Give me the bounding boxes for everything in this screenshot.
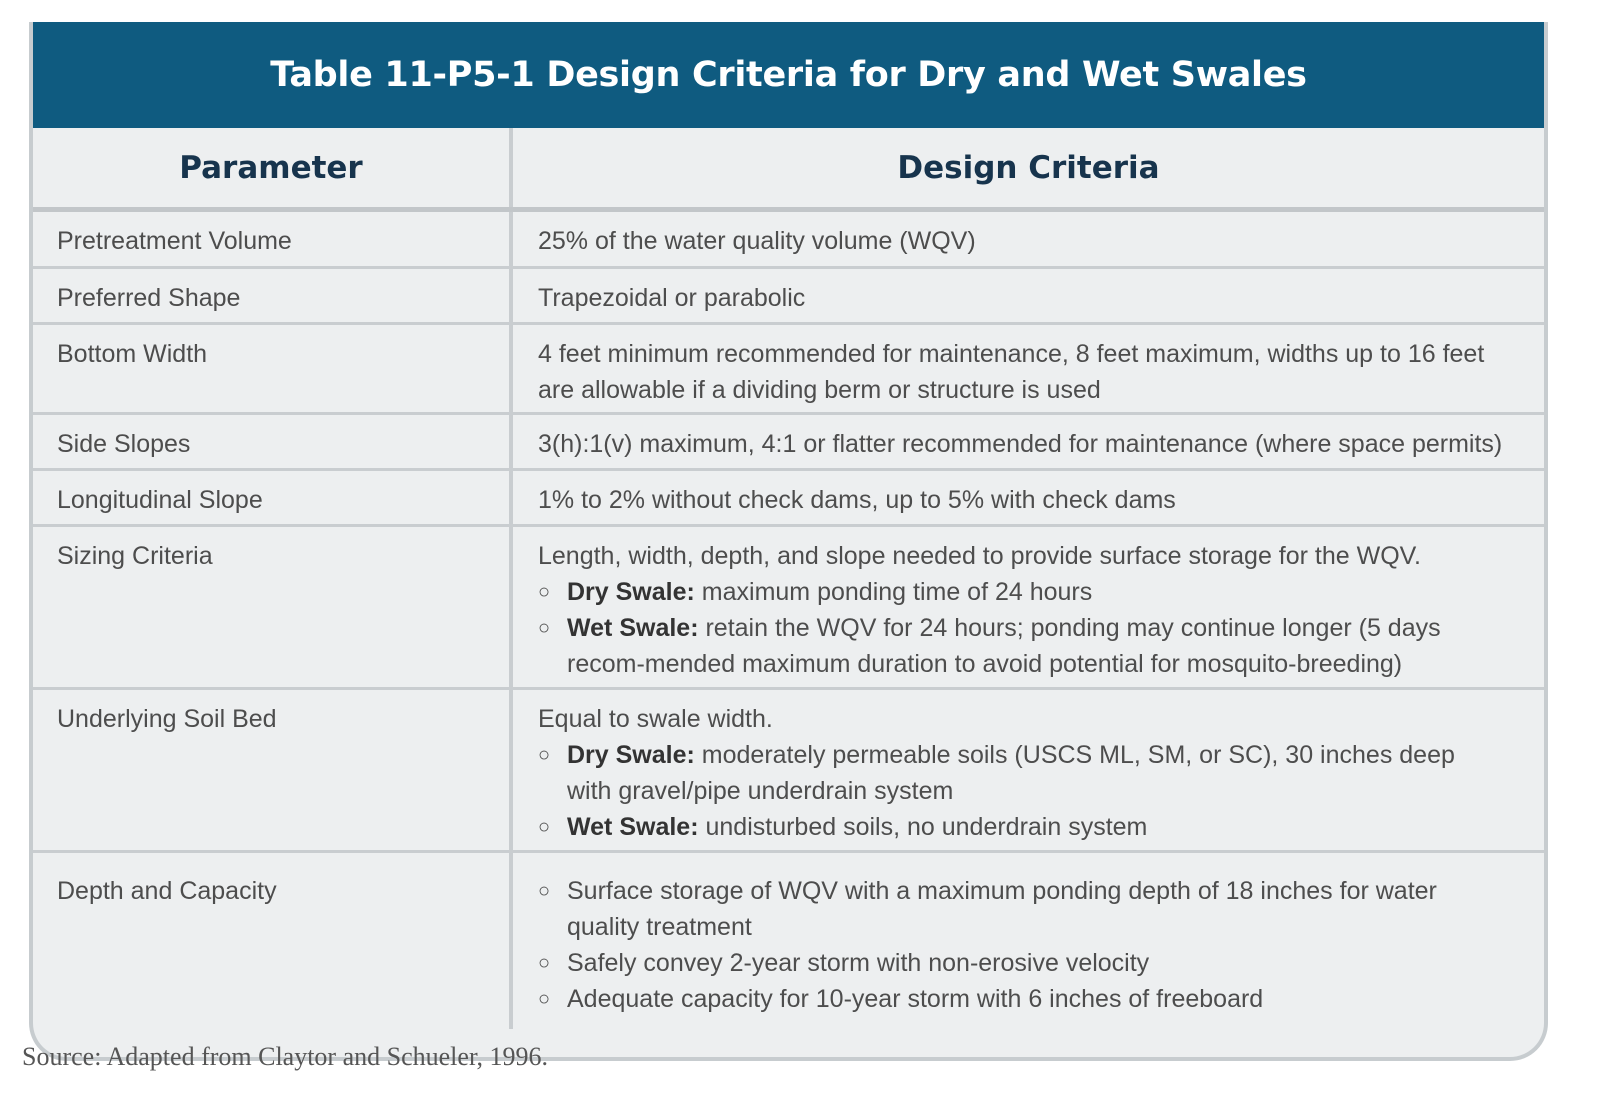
table-row	[33, 269, 1544, 325]
criteria-bullet: ○ Adequate capacity for 10-year storm with 6 inches of freeboard	[538, 981, 1504, 1017]
bullet-circle-icon: ○	[538, 617, 551, 639]
bullet-circle-icon: ○	[538, 952, 551, 974]
criteria-bullet: ○ Dry Swale: moderately permeable soils (USCS ML, SM, or SC), 30 inches deep with gravel/pipe underdrain system	[538, 737, 1504, 809]
bullet-label: Dry Swale:	[567, 578, 695, 606]
criteria-bullet: ○ Wet Swale: undisturbed soils, no underdrain system	[538, 809, 1504, 845]
table-row	[33, 690, 1544, 853]
criteria-text: Trapezoidal or parabolic	[538, 284, 806, 312]
criteria-bullet: ○ Surface storage of WQV with a maximum ponding depth of 18 inches for water quality treatment	[538, 873, 1504, 945]
bullet-label: Dry Swale:	[567, 741, 695, 769]
table-row	[33, 853, 1544, 1029]
criteria-bullet: ○ Safely convey 2-year storm with non-erosive velocity	[538, 945, 1504, 981]
criteria-text: Length, width, depth, and slope needed to provide surface storage for the WQV.	[538, 542, 1421, 570]
bullet-circle-icon: ○	[538, 880, 551, 902]
criteria-text: 1% to 2% without check dams, up to 5% with check dams	[538, 486, 1176, 514]
criteria-cell	[513, 325, 1544, 412]
criteria-text: 3(h):1(v) maximum, 4:1 or flatter recommended for maintenance (where space permits)	[538, 430, 1503, 458]
source-note: Source: Adapted from Claytor and Schueler, 1996.	[22, 1042, 549, 1071]
criteria-cell	[513, 471, 1544, 524]
table-title: Table 11-P5-1 Design Criteria for Dry and Wet Swales	[270, 55, 1307, 95]
parameter-cell: Depth and Capacity	[33, 853, 513, 1029]
criteria-text: Equal to swale width.	[538, 705, 773, 733]
bullet-circle-icon: ○	[538, 988, 551, 1010]
bullet-label: Wet Swale:	[567, 614, 699, 642]
table-row	[33, 325, 1544, 415]
parameter-cell: Longitudinal Slope	[33, 471, 513, 524]
criteria-bullet: ○ Dry Swale: maximum ponding time of 24 hours	[538, 574, 1504, 610]
header-parameter: Parameter	[33, 128, 513, 207]
parameter-cell: Underlying Soil Bed	[33, 690, 513, 850]
table-row	[33, 212, 1544, 269]
criteria-cell	[513, 415, 1544, 468]
table-row	[33, 471, 1544, 527]
bullet-circle-icon: ○	[538, 744, 551, 766]
criteria-cell	[513, 853, 1544, 1029]
table-row	[33, 415, 1544, 471]
criteria-cell	[513, 212, 1544, 266]
table-row	[33, 527, 1544, 690]
criteria-cell	[513, 527, 1544, 687]
criteria-bullet: ○ Wet Swale: retain the WQV for 24 hours; ponding may continue longer (5 days recom-mended maximum duration to avoid potential for mosquito-breeding)	[538, 610, 1504, 682]
parameter-cell: Side Slopes	[33, 415, 513, 468]
criteria-text: 25% of the water quality volume (WQV)	[538, 227, 976, 255]
table-header-row	[33, 128, 1544, 212]
table-title-bar	[29, 22, 1548, 128]
bullet-circle-icon: ○	[538, 581, 551, 603]
parameter-cell: Sizing Criteria	[33, 527, 513, 687]
criteria-cell	[513, 269, 1544, 322]
header-design-criteria: Design Criteria	[897, 149, 1160, 186]
criteria-text: 4 feet minimum recommended for maintenance, 8 feet maximum, widths up to 16 feet are allowable if a dividing berm or structure is used	[538, 340, 1485, 404]
bullet-circle-icon: ○	[538, 816, 551, 838]
bullet-label: Wet Swale:	[567, 813, 699, 841]
table-grid	[33, 128, 1544, 1029]
design-criteria-table	[29, 22, 1548, 1061]
parameter-cell: Preferred Shape	[33, 269, 513, 322]
criteria-cell	[513, 690, 1544, 850]
parameter-cell: Bottom Width	[33, 325, 513, 412]
parameter-cell: Pretreatment Volume	[33, 212, 513, 266]
